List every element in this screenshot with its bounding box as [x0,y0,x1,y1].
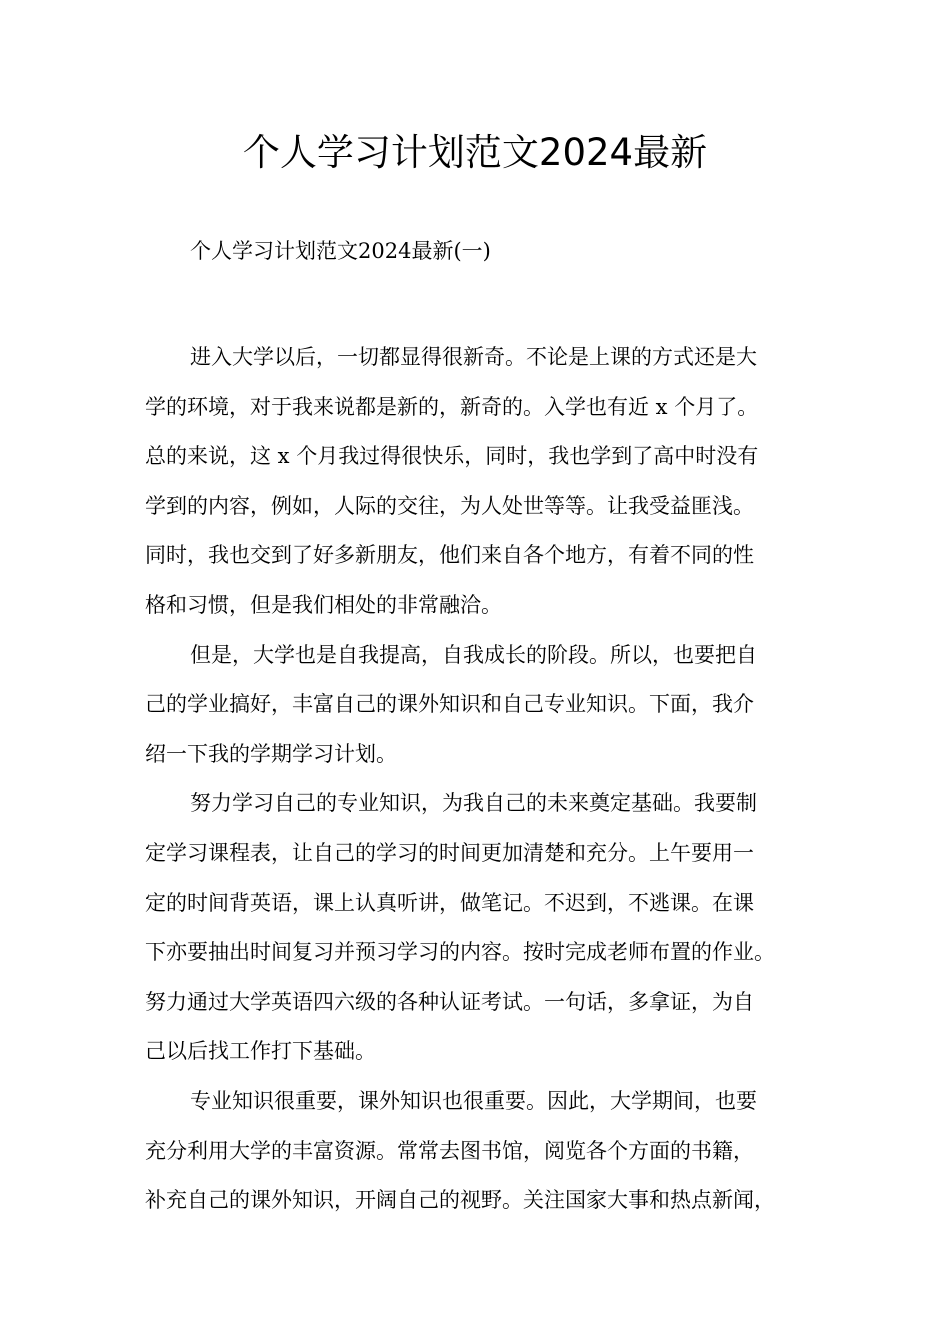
paragraph-line: 己的学业搞好，丰富自己的课外知识和自己专业知识。下面，我介 [145,692,754,717]
paragraph-1 [145,333,825,631]
paragraph-line: 但是，大学也是自我提高，自我成长的阶段。所以，也要把自 [190,642,757,667]
paragraph-line: 学到的内容，例如，人际的交往，为人处世等等。让我受益匪浅。 [145,493,754,518]
paragraph-line: 学的环境，对于我来说都是新的，新奇的。入学也有近 x 个月了。 [145,394,759,419]
paragraph-line: 专业知识很重要，课外知识也很重要。因此，大学期间，也要 [190,1088,757,1113]
paragraph-line: 己以后找工作打下基础。 [145,1039,376,1064]
paragraph-line: 充分利用大学的丰富资源。常常去图书馆，阅览各个方面的书籍， [145,1138,754,1163]
paragraph-line: 进入大学以后，一切都显得很新奇。不论是上课的方式还是大 [190,345,757,369]
paragraph-line: 努力通过大学英语四六级的各种认证考试。一句话，多拿证，为自 [145,989,754,1014]
paragraph-line: 定的时间背英语，课上认真听讲，做笔记。不迟到，不逃课。在课 [145,890,754,915]
paragraph-line: 绍一下我的学期学习计划。 [145,741,397,766]
paragraph-line: 格和习惯，但是我们相处的非常融洽。 [145,592,502,617]
paragraph-line: 定学习课程表，让自己的学习的时间更加清楚和充分。上午要用一 [145,840,754,865]
paragraph-line: 努力学习自己的专业知识，为我自己的未来奠定基础。我要制 [190,791,757,816]
paragraph-2 [145,631,825,780]
section-heading: 个人学习计划范文2024最新(一) [190,239,491,263]
paragraph-3 [145,779,825,1077]
paragraph-line: 总的来说，这 x 个月我过得很快乐，同时，我也学到了高中时没有 [145,444,759,469]
paragraph-4 [145,1077,825,1226]
paragraph-line: 同时，我也交到了好多新朋友，他们来自各个地方，有着不同的性 [145,543,754,568]
document-title: 个人学习计划范文2024最新 [242,131,708,174]
paragraph-line: 补充自己的课外知识，开阔自己的视野。关注国家大事和热点新闻， [145,1188,775,1213]
paragraph-line: 下亦要抽出时间复习并预习学习的内容。按时完成老师布置的作业。 [145,940,775,965]
document-body [145,333,825,1226]
